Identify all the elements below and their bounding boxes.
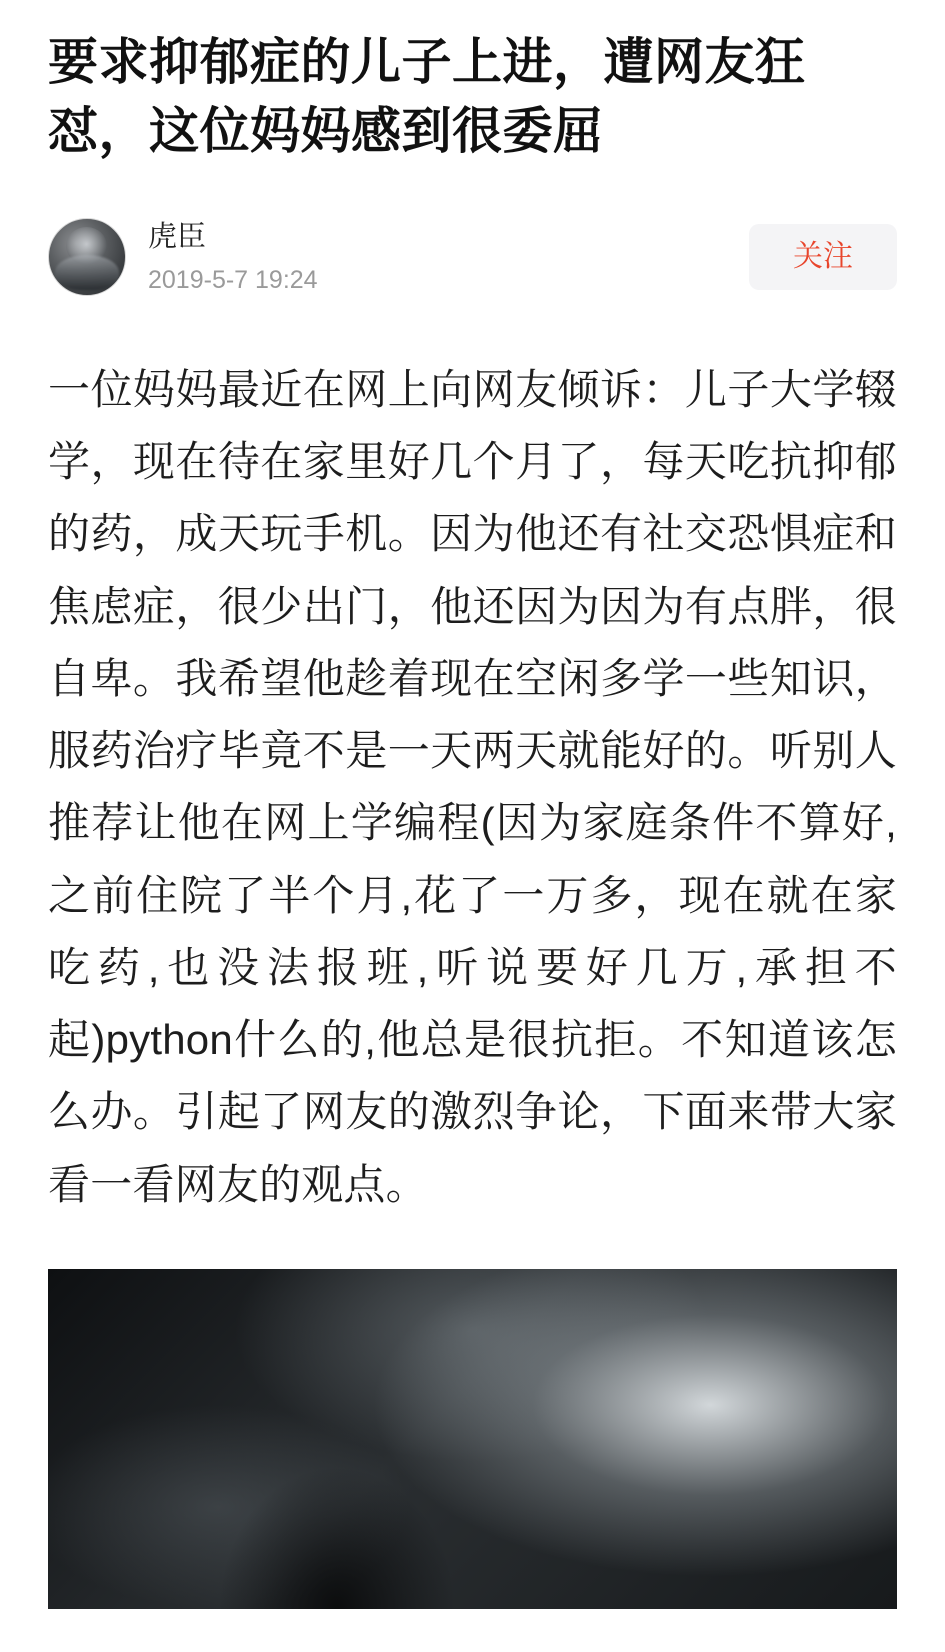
- article-body: [48, 354, 897, 1221]
- avatar[interactable]: [48, 218, 126, 296]
- byline: [48, 212, 897, 302]
- author-name[interactable]: 虎臣: [148, 221, 207, 254]
- follow-button[interactable]: 关注: [749, 224, 897, 290]
- article-paragraph: 一位妈妈最近在网上向网友倾诉：儿子大学辍学，现在待在家里好几个月了，每天吃抗抑郁的药，成天玩手机。因为他还有社交恐惧症和焦虑症，很少出门，他还因为因为有点胖，很自卑。我希望他趁着现在空闲多学一些知识，服药治疗毕竟不是一天两天就能好的。听别人推荐让他在网上学编程(因为家庭条件不算好,之前住院了半个月,花了一万多，现在就在家吃药,也没法报班,听说要好几万,承担不起)python什么的,他总是很抗拒。不知道该怎么办。引起了网友的激烈争论，下面来带大家看一看网友的观点。: [48, 366, 897, 1208]
- page-title: 要求抑郁症的儿子上进，遭网友狂怼，这位妈妈感到很委屈: [48, 34, 806, 159]
- byline-text: [148, 219, 318, 295]
- article-image: [48, 1269, 897, 1609]
- article-image-content: [48, 1269, 897, 1609]
- publish-timestamp: 2019-5-7 19:24: [148, 265, 318, 294]
